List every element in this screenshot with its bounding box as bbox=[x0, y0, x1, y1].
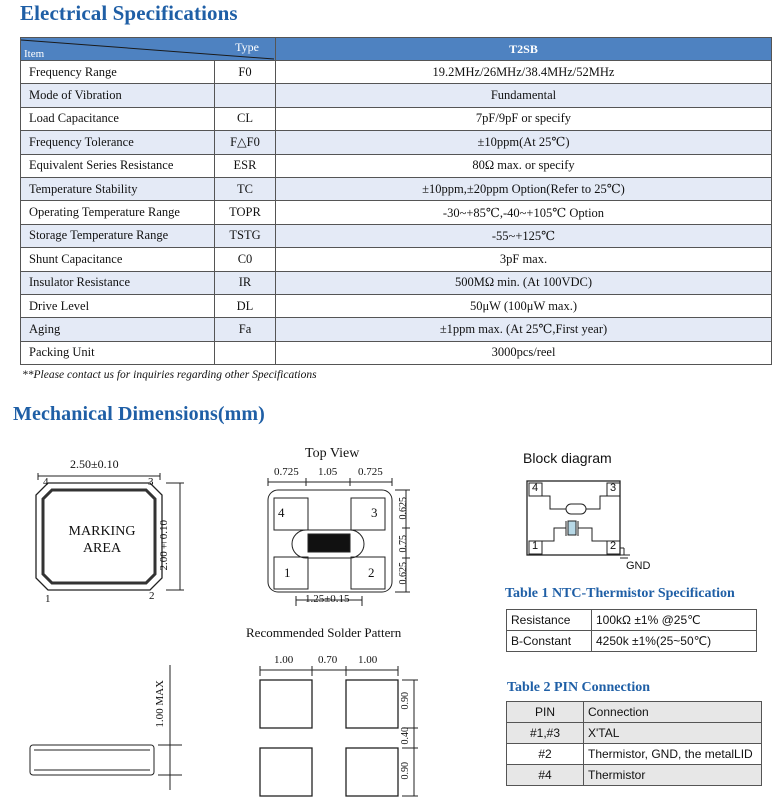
spec-symbol: F△F0 bbox=[215, 131, 276, 154]
spec-item: Frequency Tolerance bbox=[21, 131, 215, 154]
spec-value: 50μW (100μW max.) bbox=[276, 294, 772, 317]
block-diagram-title: Block diagram bbox=[523, 450, 612, 466]
top-dim-2: 1.05 bbox=[318, 466, 338, 478]
spec-value: 3pF max. bbox=[276, 248, 772, 271]
outline-pin1: 1 bbox=[45, 593, 51, 605]
spec-value: ±10ppm(At 25℃) bbox=[276, 131, 772, 154]
spec-item: Operating Temperature Range bbox=[21, 201, 215, 224]
spec-symbol: F0 bbox=[215, 61, 276, 84]
block-pin1: 1 bbox=[532, 540, 539, 552]
spec-symbol: C0 bbox=[215, 248, 276, 271]
outline-width-dim: 2.50±0.10 bbox=[70, 457, 119, 471]
solder-dim-3: 1.00 bbox=[358, 654, 378, 666]
ntc-row bbox=[507, 610, 757, 631]
outline-pin4: 4 bbox=[43, 476, 49, 488]
pin-number: #2 bbox=[507, 744, 584, 765]
spec-item: Equivalent Series Resistance bbox=[21, 154, 215, 177]
spec-value: 80Ω max. or specify bbox=[276, 154, 772, 177]
area-text: AREA bbox=[82, 541, 122, 556]
spec-value: 7pF/9pF or specify bbox=[276, 107, 772, 130]
spec-note: **Please contact us for inquiries regarding other Specifications bbox=[22, 369, 317, 381]
item-header: Item bbox=[24, 48, 45, 60]
spec-item: Drive Level bbox=[21, 294, 215, 317]
pin-connection: Thermistor, GND, the metalLID bbox=[584, 744, 762, 765]
pin-row bbox=[507, 723, 762, 744]
spec-item: Packing Unit bbox=[21, 341, 215, 364]
solder-dim-2: 0.70 bbox=[318, 654, 338, 666]
spec-item: Temperature Stability bbox=[21, 177, 215, 200]
pin-connection-table bbox=[506, 701, 762, 786]
top-vdim-3: 0.625 bbox=[398, 562, 409, 585]
pin-table-title: Table 2 PIN Connection bbox=[507, 680, 651, 695]
spec-value: -55~+125℃ bbox=[276, 224, 772, 247]
ntc-value: 100kΩ ±1% @25℃ bbox=[592, 610, 757, 631]
pin-row bbox=[507, 744, 762, 765]
marking-text: MARKING bbox=[68, 524, 136, 539]
ntc-key: B-Constant bbox=[507, 631, 592, 652]
spec-symbol: TC bbox=[215, 177, 276, 200]
outline-pin2: 2 bbox=[149, 590, 155, 602]
top-bottom-dim: 1.25±0.15 bbox=[305, 593, 350, 605]
spec-symbol: DL bbox=[215, 294, 276, 317]
spec-symbol: Fa bbox=[215, 318, 276, 341]
top-pin1: 1 bbox=[284, 565, 291, 580]
spec-value: ±10ppm,±20ppm Option(Refer to 25℃) bbox=[276, 177, 772, 200]
type-header: Type bbox=[235, 40, 259, 54]
spec-item: Frequency Range bbox=[21, 61, 215, 84]
pin-number: #1,#3 bbox=[507, 723, 584, 744]
pin-connection: Thermistor bbox=[584, 765, 762, 786]
spec-value: 19.2MHz/26MHz/38.4MHz/52MHz bbox=[276, 61, 772, 84]
solder-vdim-3: 0.90 bbox=[400, 762, 411, 780]
top-dim-1: 0.725 bbox=[274, 466, 299, 478]
gnd-label: GND bbox=[626, 560, 651, 572]
ntc-value: 4250k ±1%(25~50℃) bbox=[592, 631, 757, 652]
pin-header-row bbox=[507, 702, 762, 723]
top-pin4: 4 bbox=[278, 505, 285, 520]
spec-symbol: ESR bbox=[215, 154, 276, 177]
spec-symbol: IR bbox=[215, 271, 276, 294]
spec-value: 500MΩ min. (At 100VDC) bbox=[276, 271, 772, 294]
ntc-key: Resistance bbox=[507, 610, 592, 631]
block-pin2: 2 bbox=[610, 540, 617, 552]
block-pin3: 3 bbox=[610, 482, 617, 494]
ntc-spec-table bbox=[506, 609, 757, 652]
connection-header: Connection bbox=[584, 702, 762, 723]
solder-vdim-2: 0.40 bbox=[400, 727, 411, 745]
solder-dim-1: 1.00 bbox=[274, 654, 294, 666]
solder-vdim-1: 0.90 bbox=[400, 692, 411, 710]
pin-header: PIN bbox=[507, 702, 584, 723]
mechanical-title: Mechanical Dimensions(mm) bbox=[13, 403, 265, 425]
top-vdim-1: 0.625 bbox=[398, 497, 409, 520]
spec-symbol: CL bbox=[215, 107, 276, 130]
spec-value: -30~+85℃,-40~+105℃ Option bbox=[276, 201, 772, 224]
top-dim-3: 0.725 bbox=[358, 466, 383, 478]
pin-row bbox=[507, 765, 762, 786]
solder-pattern-title: Recommended Solder Pattern bbox=[246, 625, 402, 640]
top-vdim-2: 0.75 bbox=[398, 535, 409, 553]
outline-height-dim: 2.00±0.10 bbox=[158, 520, 170, 571]
spec-value: ±1ppm max. (At 25℃,First year) bbox=[276, 318, 772, 341]
marking-area bbox=[62, 523, 142, 557]
ntc-row bbox=[507, 631, 757, 652]
spec-item: Storage Temperature Range bbox=[21, 224, 215, 247]
spec-item: Mode of Vibration bbox=[21, 84, 215, 107]
spec-item: Aging bbox=[21, 318, 215, 341]
pin-number: #4 bbox=[507, 765, 584, 786]
spec-item: Load Capacitance bbox=[21, 107, 215, 130]
electrical-spec-title: Electrical Specifications bbox=[20, 1, 238, 25]
spec-symbol: TOPR bbox=[215, 201, 276, 224]
model-header: T2SB bbox=[276, 38, 772, 61]
side-height-dim: 1.00 MAX bbox=[154, 680, 166, 728]
top-pin3: 3 bbox=[371, 505, 378, 520]
top-pin2: 2 bbox=[368, 565, 375, 580]
spec-value: 3000pcs/reel bbox=[276, 341, 772, 364]
ntc-table-title: Table 1 NTC-Thermistor Specification bbox=[505, 586, 735, 601]
top-view-title: Top View bbox=[305, 446, 360, 461]
spec-item: Shunt Capacitance bbox=[21, 248, 215, 271]
block-pin4: 4 bbox=[532, 482, 539, 494]
spec-value: Fundamental bbox=[276, 84, 772, 107]
spec-item: Insulator Resistance bbox=[21, 271, 215, 294]
outline-pin3: 3 bbox=[148, 476, 154, 488]
spec-symbol: TSTG bbox=[215, 224, 276, 247]
pin-connection: X'TAL bbox=[584, 723, 762, 744]
